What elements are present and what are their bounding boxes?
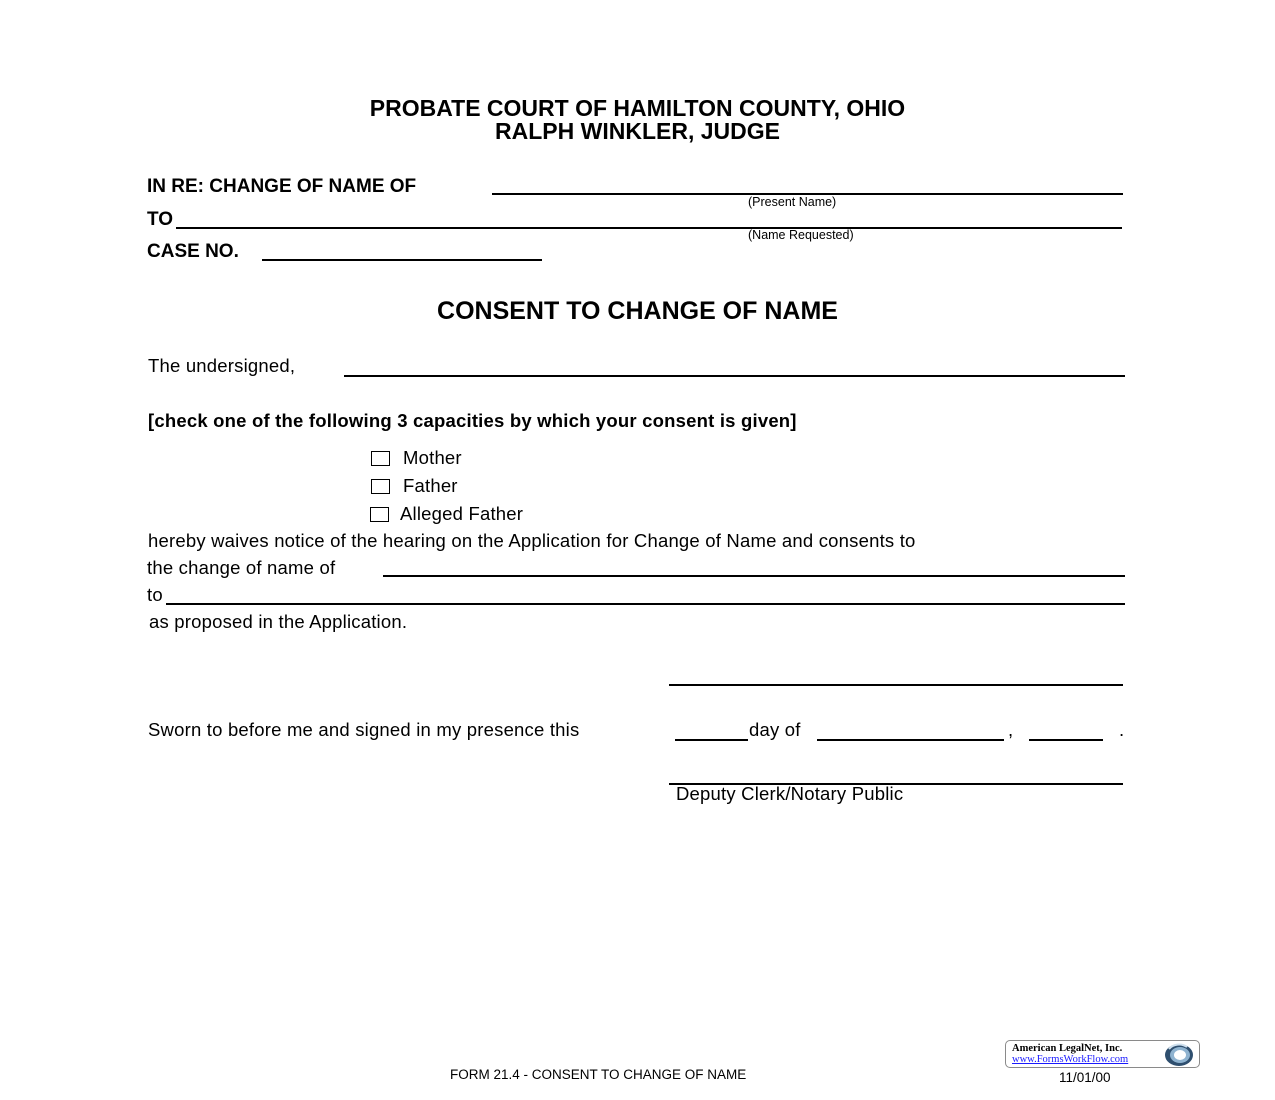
- day-field[interactable]: [675, 739, 748, 741]
- to-label: TO: [147, 209, 174, 230]
- alleged-father-label: Alleged Father: [400, 503, 524, 524]
- day-of-label: day of: [749, 719, 801, 740]
- year-field[interactable]: [1029, 739, 1103, 741]
- case-no-field[interactable]: [262, 259, 542, 261]
- sworn-text: Sworn to before me and signed in my presence this: [148, 719, 580, 740]
- name-requested-hint: (Name Requested): [748, 228, 854, 242]
- alleged-father-checkbox[interactable]: [370, 507, 389, 522]
- mother-label: Mother: [403, 447, 462, 468]
- month-field[interactable]: [817, 739, 1004, 741]
- present-name-hint: (Present Name): [748, 195, 837, 209]
- form-title: CONSENT TO CHANGE OF NAME: [437, 297, 838, 325]
- judge-name: RALPH WINKLER, JUDGE: [495, 118, 780, 144]
- court-name: PROBATE COURT OF HAMILTON COUNTY, OHIO: [369, 95, 906, 121]
- to-name-field[interactable]: [166, 603, 1125, 605]
- waiver-text: hereby waives notice of the hearing on the Application for Change of Name and consents to: [148, 530, 916, 551]
- mother-checkbox[interactable]: [371, 451, 390, 466]
- father-label: Father: [403, 475, 458, 496]
- form-date: 11/01/00: [1059, 1070, 1111, 1085]
- capacity-instruction: [check one of the following 3 capacities by which your consent is given]: [148, 410, 797, 431]
- notary-label: Deputy Clerk/Notary Public: [676, 783, 904, 804]
- name-requested-field[interactable]: [176, 227, 1122, 229]
- in-re-label: IN RE: CHANGE OF NAME OF: [147, 176, 417, 197]
- undersigned-field[interactable]: [344, 375, 1125, 377]
- proposed-text: as proposed in the Application.: [149, 611, 408, 632]
- date-comma: ,: [1008, 719, 1014, 740]
- publisher-link[interactable]: www.FormsWorkFlow.com: [1012, 1054, 1129, 1065]
- publisher-name: American LegalNet, Inc.: [1012, 1043, 1123, 1054]
- consenter-signature-field[interactable]: [669, 684, 1123, 686]
- undersigned-label: The undersigned,: [148, 355, 296, 376]
- case-no-label: CASE NO.: [147, 241, 239, 262]
- publisher-logo: [1005, 1040, 1200, 1068]
- globe-icon: [1161, 1043, 1195, 1067]
- change-of-name-label: the change of name of: [147, 557, 336, 578]
- father-checkbox[interactable]: [371, 479, 390, 494]
- to-name-label: to: [147, 584, 163, 605]
- date-period: .: [1119, 719, 1125, 740]
- form-id: FORM 21.4 - CONSENT TO CHANGE OF NAME: [450, 1067, 747, 1082]
- change-of-name-field[interactable]: [383, 575, 1125, 577]
